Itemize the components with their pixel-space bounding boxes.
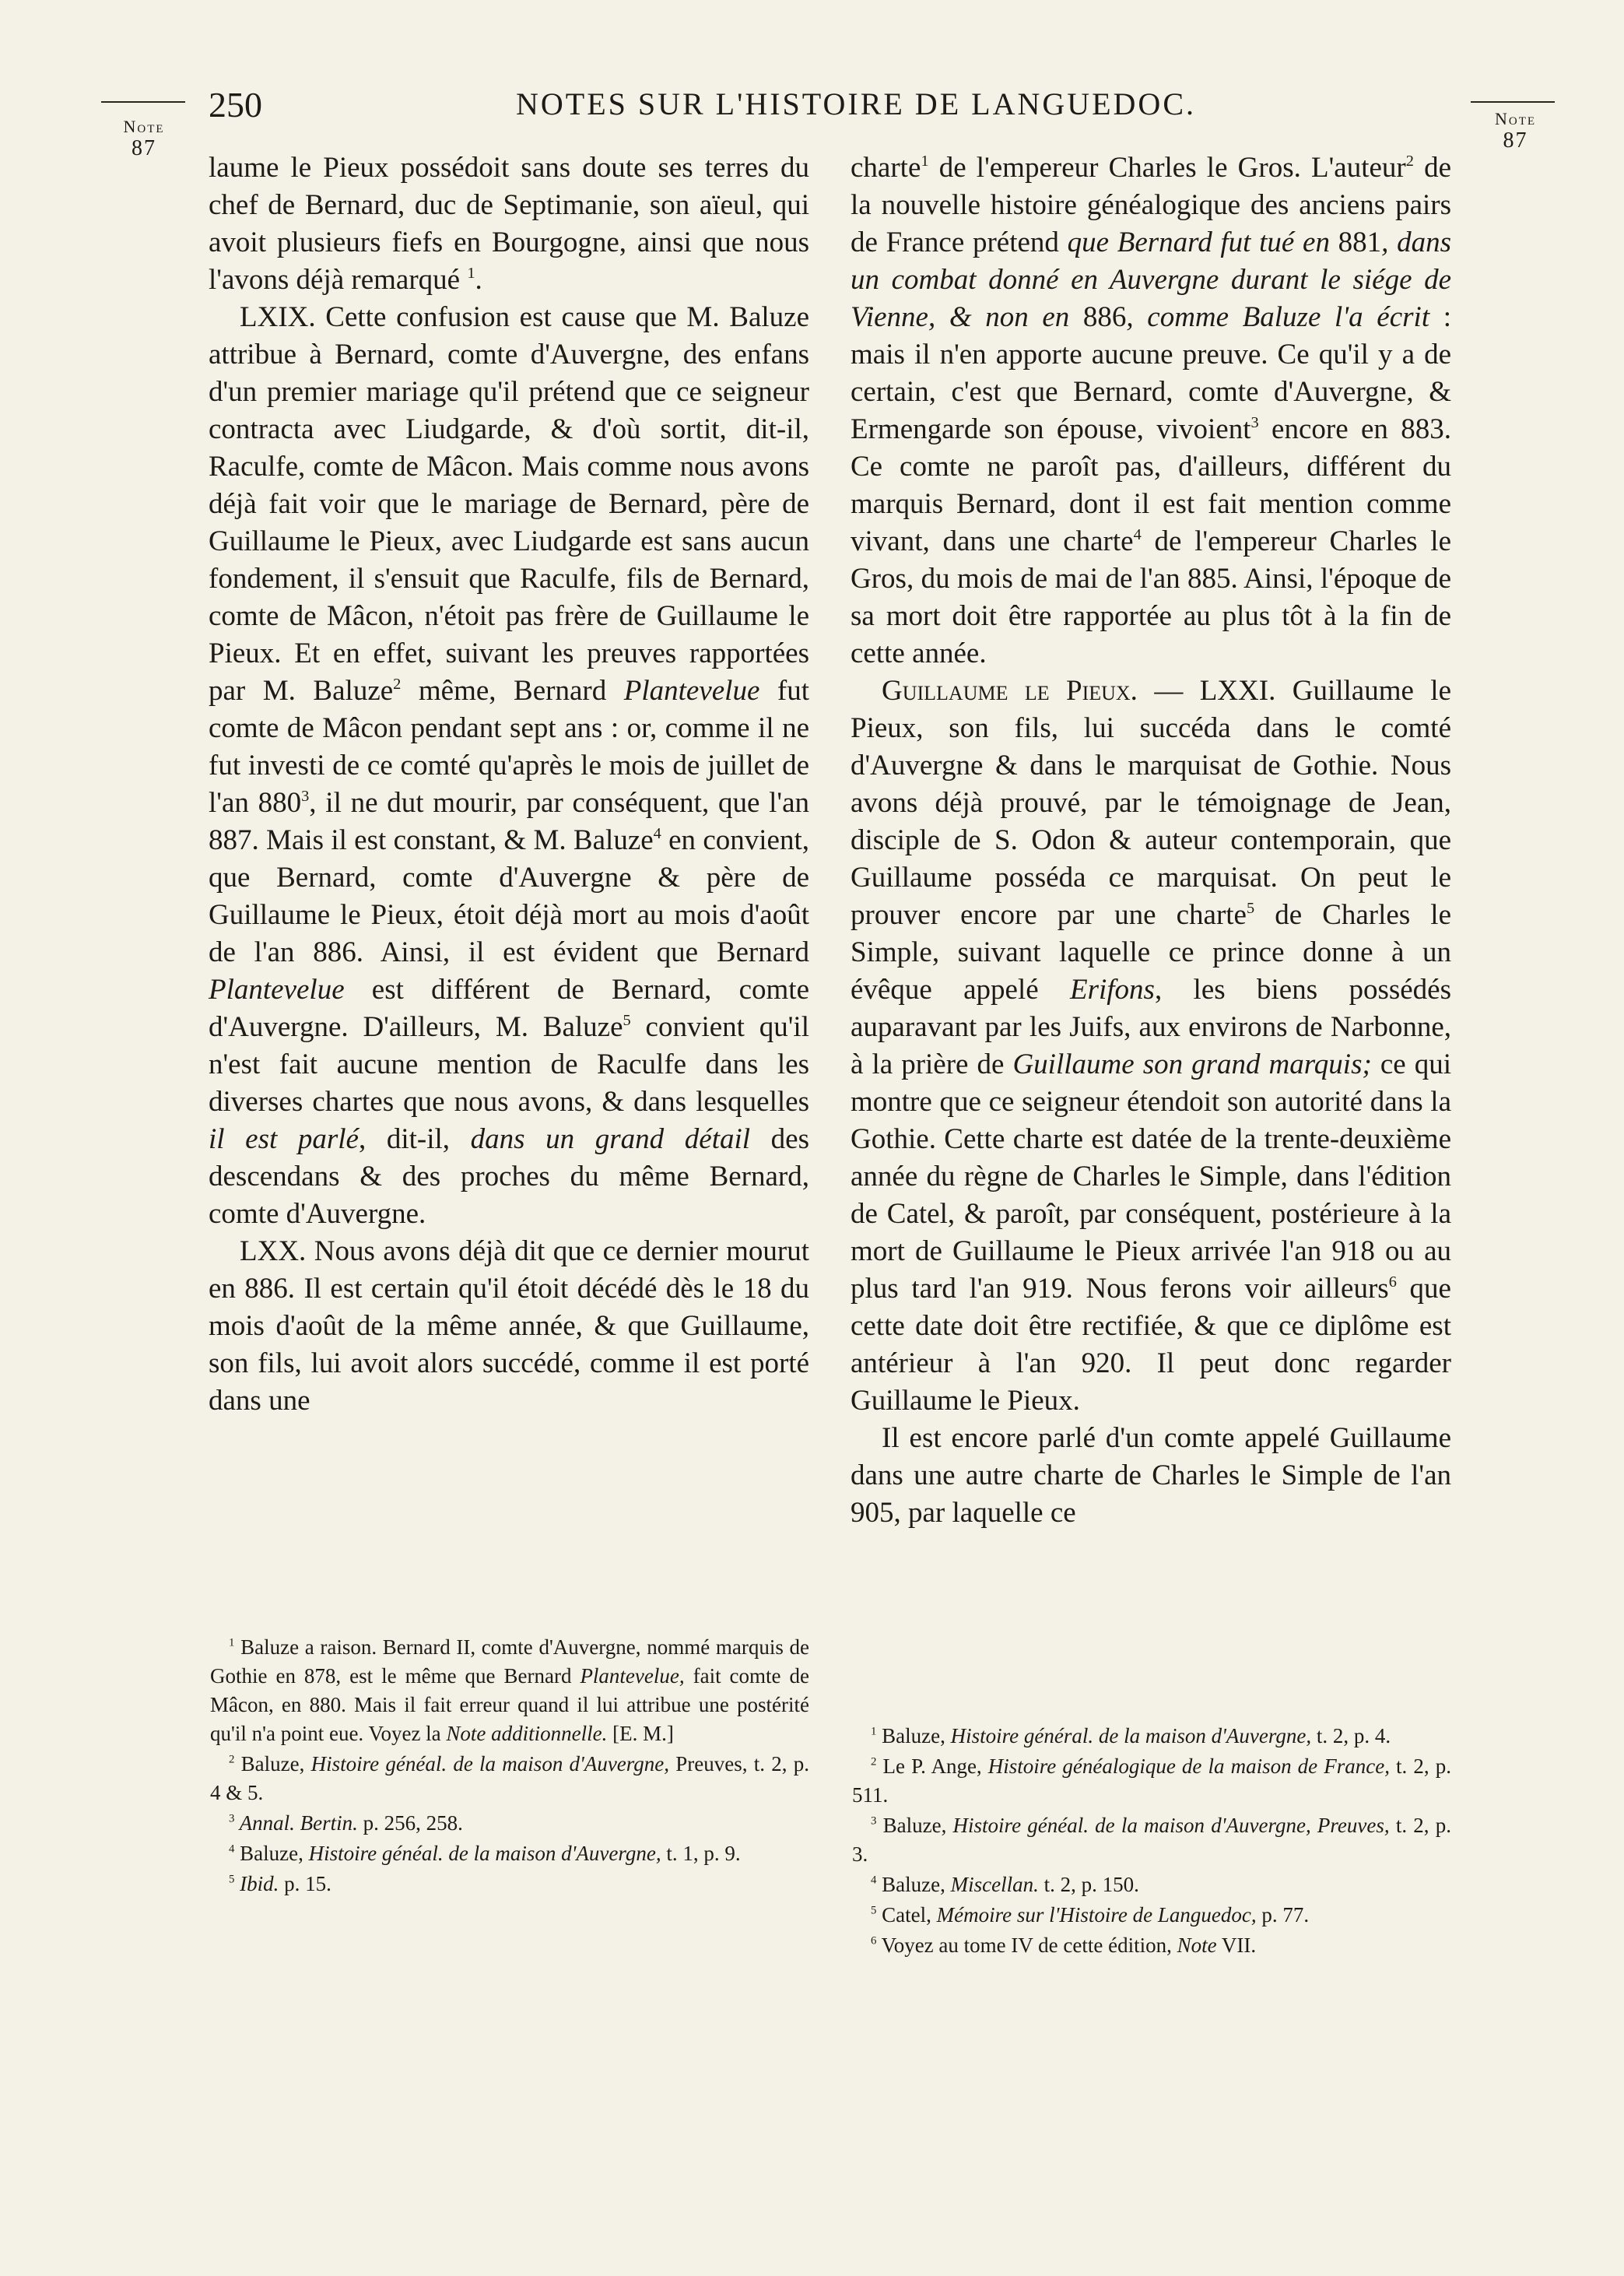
right-paragraph-lxxi: Guillaume le Pieux. — LXXI. Guillaume le Pieux, son fils, lui succéda dans le comté d'Auvergne & dans le marquisat de Gothie. Nous avons déjà prouvé, par le témoignage de Jean, disciple de S. Odon & auteur contemporain, que Guillaume posséda ce marquisat. On peut le prouver encore par une charte$^5$ de Charles le Simple, suivant laquelle ce prince donne à un évêque appelé Erifons, les biens possédés auparavant par les Juifs, aux environs de Narbonne, à la prière de Guillaume son grand marquis; ce qui montre que ce seigneur étendoit son autorité dans la Gothie. Cette charte est datée de la trente-deuxième année du règne de Charles le Simple, dans l'édition de Catel, & paroît, par conséquent, postérieure à la mort de Guillaume le Pieux arrivée l'an 918 ou au plus tard l'an 919. Nous ferons voir ailleurs$^6$ que cette date doit être rectifiée, & que ce diplôme est antérieur à l'an 920. Il peut donc regarder Guillaume le Pieux.	[851, 675, 1452, 1417]
margin-note-left-number: 87	[132, 136, 156, 161]
footnote: $^3$ Baluze, Histoire généal. de la maison d'Auvergne, Preuves, t. 2, p. 3.	[852, 1814, 1451, 1866]
footnote: $^4$ Baluze, Miscellan. t. 2, p. 150.	[871, 1873, 1139, 1896]
footnote: $^5$ Catel, Mémoire sur l'Histoire de Languedoc, p. 77.	[871, 1903, 1310, 1927]
footnote-ref: 2	[393, 675, 402, 693]
right-paragraph-1: charte$^1$ de l'empereur Charles le Gros. L'auteur$^2$ de la nouvelle histoire généalogique des anciens pairs de France prétend que Bernard fut tué en 881, dans un combat donné en Auvergne durant le siége de Vienne, & non en 886, comme Baluze l'a écrit : mais il n'en apporte aucune preuve. Ce qu'il y a de certain, c'est que Bernard, comte d'Auvergne, & Ermengarde son épouse, vivoient$^3$ encore en 883. Ce comte ne paroît pas, d'ailleurs, différent du marquis Bernard, dont il est fait mention comme vivant, dans une charte$^4$ de l'empereur Charles le Gros, du mois de mai de l'an 885. Ainsi, l'époque de sa mort doit être rapportée au plus tôt à la fin de cette année.	[851, 152, 1452, 669]
left-paragraph-lxx: LXX. Nous avons déjà dit que ce dernier mourut en 886. Il est certain qu'il étoit décédé dès le 18 du mois d'août de la même année, & que Guillaume, son fils, lui avoit alors succédé, comme il est porté dans une	[209, 1235, 809, 1417]
footnote-ref: 4	[653, 824, 661, 842]
margin-note-right-label: Note	[1494, 109, 1537, 128]
footnote-ref: 4	[1133, 525, 1142, 543]
footnote-ref: 1	[921, 152, 929, 170]
left-paragraph-lxix: LXIX. Cette confusion est cause que M. Baluze attribue à Bernard, comte d'Auvergne, des enfans d'un premier mariage qu'il prétend que ce seigneur contracta avec Liudgarde, & d'où sortit, dit-il, Raculfe, comte de Mâcon. Mais comme nous avons déjà fait voir que le mariage de Bernard, père de Guillaume le Pieux, avec Liudgarde est sans aucun fondement, il s'ensuit que Raculfe, fils de Bernard, comte de Mâcon, n'étoit pas frère de Guillaume le Pieux. Et en effet, suivant les preuves rapportées par M. Baluze$^2$ même, Bernard Plantevelue fut comte de Mâcon pendant sept ans : or, comme il ne fut investi de ce comté qu'après le mois de juillet de l'an $880^3$, il ne dut mourir, par conséquent, que l'an 887. Mais il est constant, & M. Baluze$^4$ en convient, que Bernard, comte d'Auvergne & père de Guillaume le Pieux, étoit déjà mort au mois d'août de l'an 886. Ainsi, il est évident que Bernard Plantevelue est différent de Bernard, comte d'Auvergne. D'ailleurs, M. Baluze$^5$ convient qu'il n'est fait aucune mention de Raculfe dans les diverses chartes que nous avons, & dans lesquelles il est parlé, dit-il, dans un grand détail des descendans & des proches du même Bernard, comte d'Auvergne.	[209, 301, 810, 1230]
section-heading: Guillaume le Pieux.	[882, 675, 1138, 707]
page-number: 250	[209, 85, 262, 125]
right-paragraph-3: Il est encore parlé d'un comte appelé Guillaume dans une autre charte de Charles le Simple de l'an 905, par laquelle ce	[851, 1422, 1451, 1529]
left-column	[209, 149, 809, 1420]
footnote: $^1$ Baluze a raison. Bernard II, comte d'Auvergne, nommé marquis de Gothie en 878, est le même que Bernard Plantevelue, fait comte de Mâcon, en 880. Mais il fait erreur quand il lui attribue une postérité qu'il n'a point eue. Voyez la Note additionnelle. [E. M.]	[210, 1635, 809, 1745]
footnote: $^3$ Annal. Bertin. p. 256, 258.	[229, 1811, 463, 1835]
left-footnotes	[210, 1633, 809, 1900]
footnote-ref: 1	[467, 264, 475, 282]
margin-note-right-number: 87	[1503, 128, 1528, 153]
footnote: $^6$ Voyez au tome IV de cette édition, Note VII.	[871, 1934, 1257, 1957]
footnote: $^2$ Le P. Ange, Histoire généalogique de la maison de France, t. 2, p. 511.	[852, 1754, 1451, 1807]
right-column	[851, 149, 1451, 1532]
right-footnotes	[852, 1722, 1451, 1962]
footnote-ref: 5	[1246, 899, 1255, 917]
left-paragraph-1: laume le Pieux possédoit sans doute ses terres du chef de Bernard, duc de Septimanie, son aïeul, qui avoit plusieurs fiefs en Bourgogne, ainsi que nous l'avons déjà remarqué $^1$.	[209, 152, 809, 296]
margin-rule-left	[101, 101, 185, 103]
footnote: $^1$ Baluze, Histoire général. de la maison d'Auvergne, t. 2, p. 4.	[871, 1724, 1391, 1747]
margin-rule-right	[1471, 101, 1555, 103]
footnote-ref: 2	[1405, 152, 1414, 170]
running-title: NOTES SUR L'HISTOIRE DE LANGUEDOC.	[515, 86, 1196, 121]
footnote-ref: 3	[301, 787, 310, 805]
footnote-ref: 5	[623, 1011, 631, 1029]
footnote-ref: 6	[1388, 1273, 1397, 1291]
margin-note-right	[1478, 109, 1552, 153]
footnote: $^4$ Baluze, Histoire généal. de la maison d'Auvergne, t. 1, p. 9.	[229, 1842, 741, 1865]
margin-note-left-label: Note	[123, 117, 165, 136]
footnote: $^2$ Baluze, Histoire généal. de la maison d'Auvergne, Preuves, t. 2, p. 4 & 5.	[210, 1752, 810, 1804]
margin-note-left	[109, 117, 179, 161]
footnote: $^5$ Ibid. p. 15.	[229, 1872, 331, 1895]
footnote-ref: 3	[1250, 413, 1259, 431]
